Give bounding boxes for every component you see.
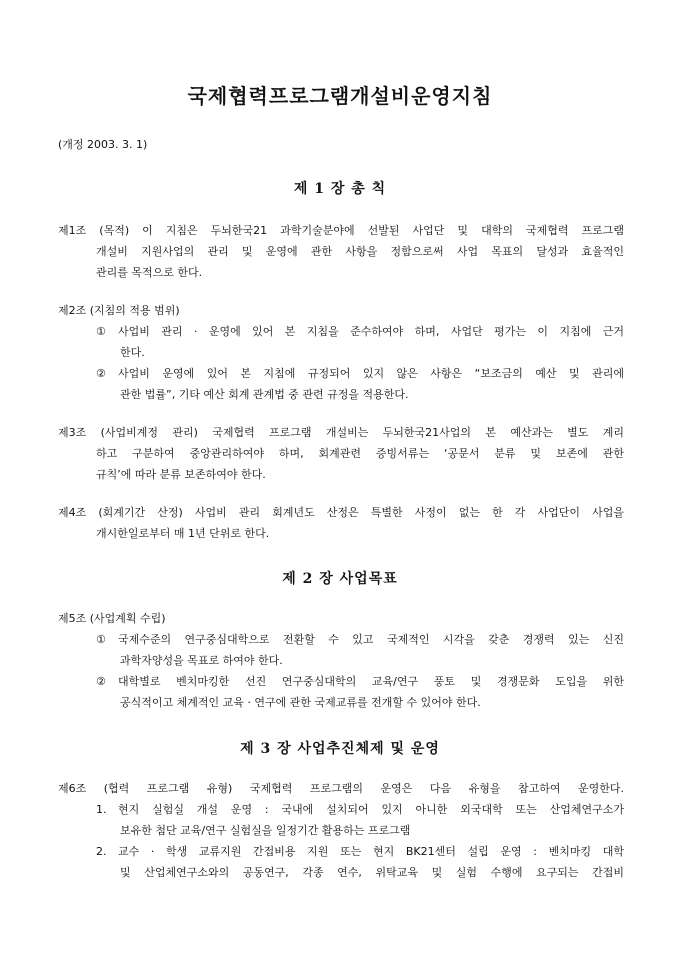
article-item [58,799,624,841]
article-item-line [58,629,624,650]
item-text: 대학별로 벤치마킹한 선진 연구중심대학의 교육/연구 풍토 및 경쟁문화 도입을 위한 [118,675,624,688]
article-item-line: 공식적이고 체계적인 교육 · 연구에 관한 국제교류를 전개할 수 있어야 한다. [120,696,481,709]
article-text-line: 하고 구분하여 중앙관리하여야 하며, 회계관련 증빙서류는 ‘공문서 분류 및 보존에 관한 [96,447,624,460]
revision-date: (개정 2003. 3. 1) [58,138,148,151]
article-text-line: 개시한일로부터 매 1년 단위로 한다. [96,527,270,540]
article-item [58,321,624,363]
article-item-line [58,841,624,862]
article-item-line: 보유한 첨단 교육/연구 실험실을 일정기간 활용하는 프로그램 [120,824,411,837]
article-text-line: 규칙’에 따라 분류 보존하여야 한다. [96,468,266,481]
article-1 [58,220,624,283]
article-text-line: 제1조 (목적) 이 지침은 두뇌한국21 과학기술분야에 선발된 사업단 및 대학의 국제협력 프로그램 [58,224,624,237]
article-5 [58,608,624,713]
article-2 [58,300,624,405]
article-item [58,629,624,671]
item-marker: ② [96,367,106,380]
article-item-line: 한다. [120,346,145,359]
article-item-line [58,321,624,342]
article-item-line [58,363,624,384]
article-item-line: 과학자양성을 목표로 하여야 한다. [120,654,283,667]
article-item [58,363,624,405]
item-marker: ② [96,675,106,688]
item-text: 국제수준의 연구중심대학으로 전환할 수 있고 국제적인 시각을 갖춘 경쟁력 있는 신진 [118,633,624,646]
article-heading: 제5조 (사업계획 수립) [58,612,166,625]
item-marker: ① [96,633,106,646]
article-text-line: 관리를 목적으로 한다. [96,266,203,279]
article-heading: 제6조 (협력 프로그램 유형) 국제협력 프로그램의 운영은 다음 유형을 참고하여 운영한다. [58,782,624,795]
article-heading: 제2조 (지침의 적용 범위) [58,304,180,317]
item-marker: 2. [96,845,107,858]
article-text-line: 제3조 (사업비계정 관리) 국제협력 프로그램 개설비는 두뇌한국21사업의 본 예산과는 별도 계리 [58,426,624,439]
article-item [58,841,624,883]
article-item-line: 관한 법률”, 기타 예산 회계 관계법 중 관련 규정을 적용한다. [120,388,409,401]
item-text: 사업비 관리 · 운영에 있어 본 지침을 준수하여야 하며, 사업단 평가는 이 지침에 근거 [118,325,624,338]
article-item-line [58,799,624,820]
article-6 [58,778,624,883]
article-4 [58,502,624,544]
item-marker: 1. [96,803,107,816]
item-text: 현지 실험실 개설 운영 : 국내에 설치되어 있지 아니한 외국대학 또는 산업체연구소가 [118,803,624,816]
article-text-line: 제4조 (회계기간 산정) 사업비 관리 회계년도 산정은 특별한 사정이 없는 한 각 사업단이 사업을 [58,506,624,519]
item-marker: ① [96,325,106,338]
article-item [58,671,624,713]
document-title: 국제협력프로그램개설비운영지침 [187,84,493,108]
item-text: 사업비 운영에 있어 본 지침에 규정되어 있지 않은 사항은 “보조금의 예산 및 관리에 [118,367,624,380]
article-text-line: 개설비 지원사업의 관리 및 운영에 관한 사항을 정함으로써 사업 목표의 달성과 효율적인 [96,245,624,258]
article-3 [58,422,624,485]
article-item-line [58,671,624,692]
chapter-3-heading: 제 3 장 사업추진체제 및 운영 [240,741,440,757]
chapter-1-heading: 제 1 장 총 칙 [293,181,387,197]
chapter-2-heading: 제 2 장 사업목표 [282,571,398,587]
item-text: 교수 · 학생 교류지원 간접비용 지원 또는 현지 BK21센터 설립 운영 : 벤치마킹 대학 [118,845,624,858]
article-item-line: 및 산업체연구소와의 공동연구, 각종 연수, 위탁교육 및 실험 수행에 요구되는 간접비 [120,866,624,879]
